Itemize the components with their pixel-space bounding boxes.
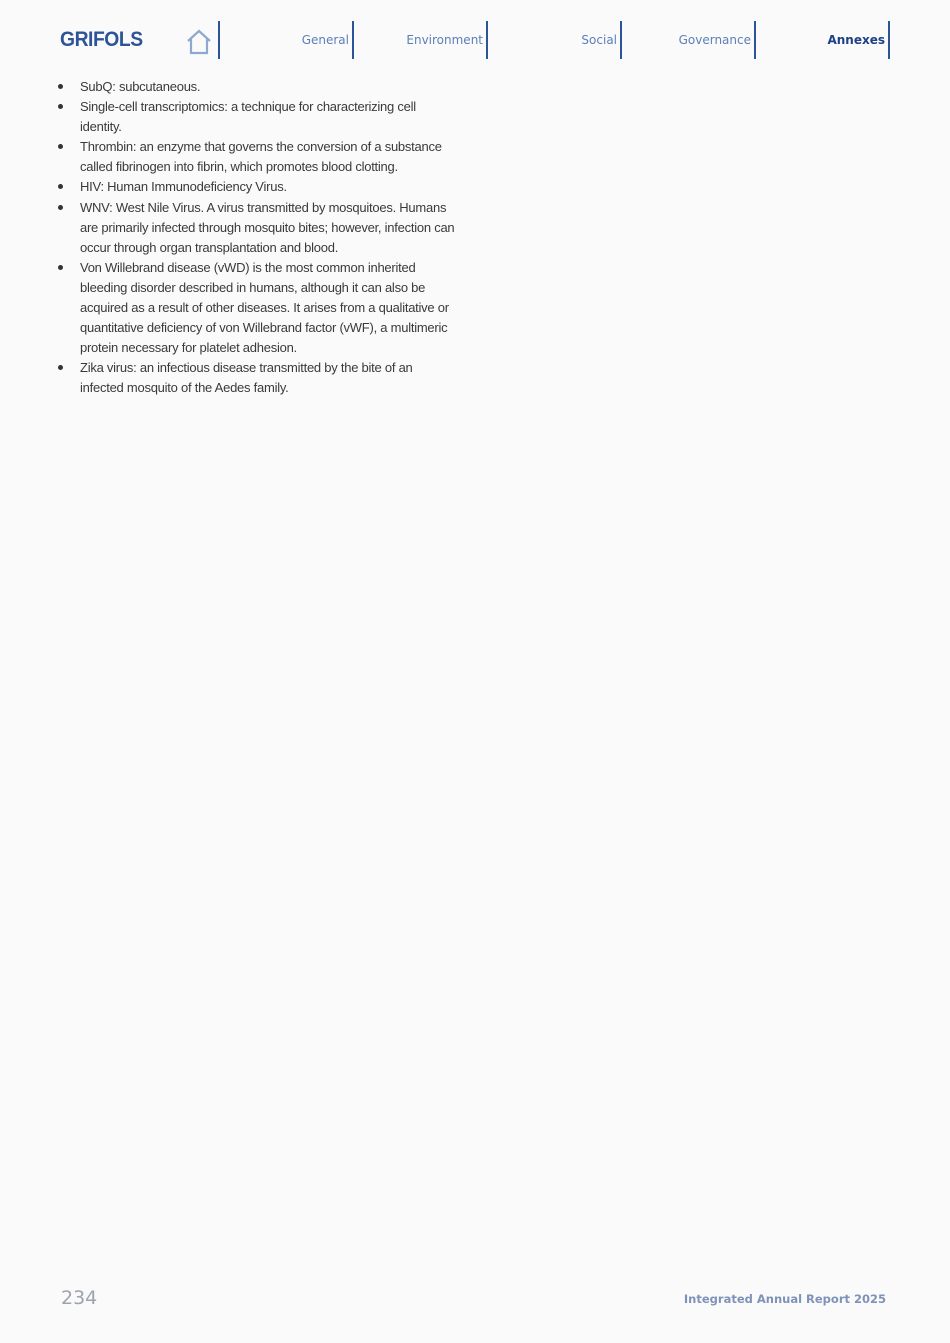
page-number: 234: [61, 1287, 98, 1309]
nav-divider: [352, 21, 354, 59]
bullet-icon: [58, 205, 63, 210]
glossary-item: [57, 177, 457, 197]
nav-governance[interactable]: Governance: [678, 33, 751, 47]
glossary-item-text: Thrombin: an enzyme that governs the conversion of a substance called fibrinogen into fibrin, which promotes blood clotting.: [80, 139, 442, 175]
bullet-icon: [58, 265, 63, 270]
page-header: [0, 0, 950, 70]
glossary-item-text: WNV: West Nile Virus. A virus transmitted by mosquitoes. Humans are primarily infected through mosquito bites; however, infection can occur through organ transplantation and blood.: [80, 199, 455, 255]
glossary-item-text: HIV: Human Immunodeficiency Virus.: [80, 179, 287, 195]
glossary-content: [57, 77, 457, 399]
nav-divider: [754, 21, 756, 59]
glossary-item: [57, 198, 457, 258]
nav-divider: [888, 21, 890, 59]
glossary-item: [57, 358, 457, 398]
nav-general[interactable]: General: [301, 33, 349, 47]
bullet-icon: [58, 104, 63, 109]
glossary-list: [57, 77, 457, 399]
nav-annexes[interactable]: Annexes: [827, 33, 885, 47]
bullet-icon: [58, 365, 63, 370]
home-icon[interactable]: [185, 28, 213, 56]
glossary-item-text: Von Willebrand disease (vWD) is the most common inherited bleeding disorder described in humans, although it can also be acquired as a result of other diseases. It arises from a qualitative or quantitative deficiency of von Willebrand factor (vWF), a multimeric protein necessary for platelet adhesion.: [80, 259, 449, 356]
glossary-item: [57, 258, 457, 358]
glossary-item-text: SubQ: subcutaneous.: [80, 79, 201, 94]
nav-environment[interactable]: Environment: [406, 33, 483, 47]
nav-social[interactable]: Social: [581, 33, 617, 47]
grifols-logo[interactable]: GRIFOLS: [60, 28, 143, 51]
glossary-item-text: Zika virus: an infectious disease transmitted by the bite of an infected mosquito of the Aedes family.: [80, 360, 413, 396]
bullet-icon: [58, 184, 63, 189]
bullet-icon: [58, 84, 63, 89]
glossary-item: [57, 77, 457, 97]
nav-divider: [218, 21, 220, 59]
glossary-item: [57, 97, 457, 137]
nav-divider: [486, 21, 488, 59]
nav-divider: [620, 21, 622, 59]
report-title: Integrated Annual Report 2025: [683, 1292, 886, 1306]
glossary-item-text: Single-cell transcriptomics: a technique for characterizing cell identity.: [80, 99, 416, 135]
glossary-item: [57, 137, 457, 177]
bullet-icon: [58, 144, 63, 149]
